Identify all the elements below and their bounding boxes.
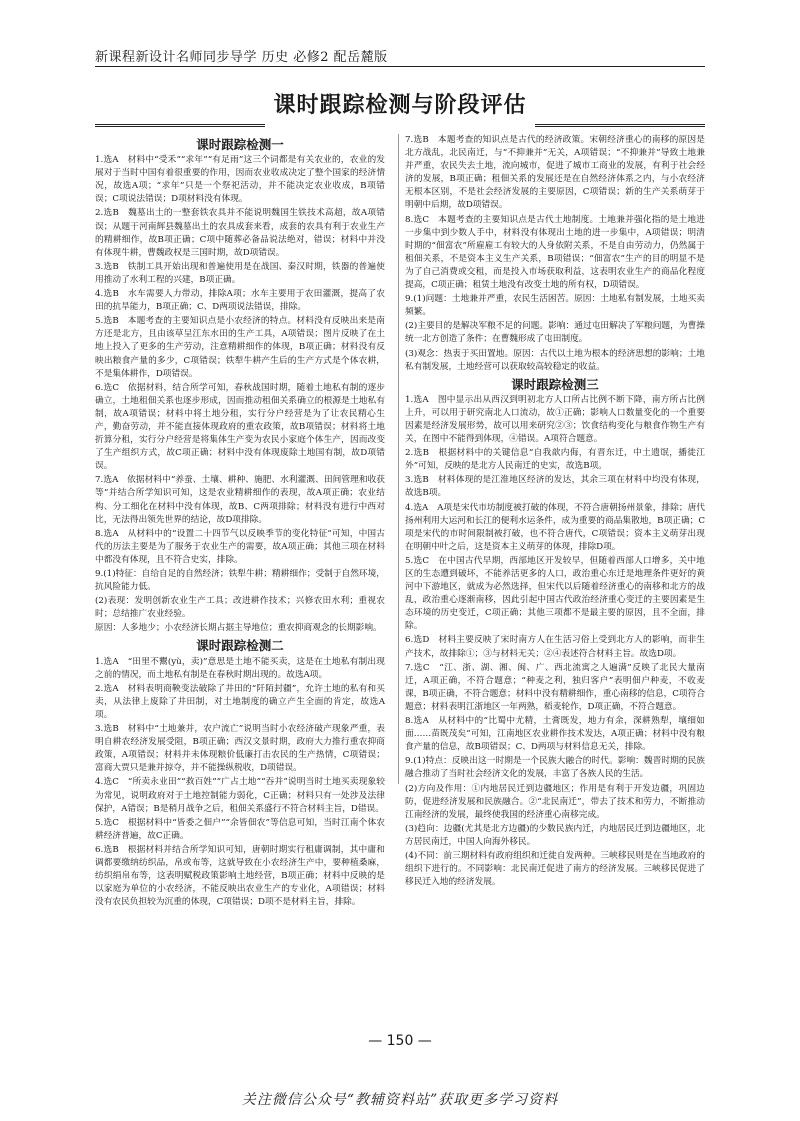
answer-item: 8.选A 从材料中的“比蜀中尤精，土膏既发，地力有余，深耕熟犁，壤细如面……苗既茂矣”可知，江南地区农业耕作技术发达，A项正确；材料中没有粮食产量的信息，故B项错误；C、D两项与材料信息无关，排除。: [405, 716, 705, 753]
answer-item: 2.选A 材料表明商鞅变法破除了井田的“阡陌封疆”，允许土地的私有和买卖，从法律上废除了井田制，对土地制度的确立产生全面的肯定，故选A项。: [95, 683, 385, 720]
answer-item: 1.选A 图中显示出从西汉到明初北方人口所占比例不断下降，南方所占比例上升，可以用于研究南北人口流动，故①正确；影响人口数量变化的一个重要因素是经济发展形势，故可以用来研究②③；饮食结构变化与粮食作物生产有关，在图中不能得到体现，④错误。A项符合题意。: [405, 394, 705, 445]
page-number: — 150 —: [368, 1033, 432, 1049]
answer-item: 6.选D 材料主要反映了宋时南方人在生活习俗上受到北方人的影响，而非生产技术，故排除①；③与材料无关；②④表述符合材料主旨。故选D项。: [405, 635, 705, 659]
answer-item: 3.选B 铁制工具开始出现和普遍使用是在战国、秦汉时期，铁器的普遍使用推动了水利工程的兴建，B项正确。: [95, 261, 385, 285]
section-2-answers-continued: [405, 134, 705, 374]
section-title-2: 课时跟踪检测二: [196, 638, 284, 654]
title-rule-right: [535, 124, 705, 127]
answer-item: (3)观念：热衷于买田置地。原因：古代以土地为根本的经济思想的影响；土地私有制发展，土地经营可以获取较高较稳定的收益。: [405, 348, 705, 372]
answer-item: (2)主要目的是解决军粮不足的问题。影响：通过屯田解决了军粮问题，为曹操统一北方创造了条件；在曹魏形成了屯田制度。: [405, 321, 705, 345]
running-header: 新课程新设计名师同步导学 历史 必修2 配岳麓版: [95, 50, 388, 65]
answer-item: 5.选C 在中国古代早期，西部地区开发较早，但随着西部人口增多，关中地区的生态遭到破坏，不能养活更多的人口，政治重心东迁是地理条件更好的黄河中下游地区，就成为必然选择，但宋代以后随着经济重心的南移和北方的战乱，政治重心逐渐南移，因此引起中国古代政治经济重心变迁的主要因素是生态环境的历史变迁，C项正确；其他三项都不是最主要的原因，且不全面，排除。: [405, 555, 705, 632]
answer-item: 原因：人多地少；小农经济长期占据主导地位；重农抑商观念的长期影响。: [95, 623, 382, 634]
answer-item: 8.选A 从材料中的“设置二十四节气以反映季节的变化特征”可知，中国古代的历法主要是为了服务于农业生产的需要，故A项正确；其他三项在材料中都没有体现，且不符合史实，排除。: [95, 528, 385, 565]
answer-item: 4.选A A项是宋代市坊制度被打破的体现，不符合唐朝扬州景象，排除；唐代扬州利用大运河和长江的便利水运条件，成为重要的商品集散地，B项正确；C项是宋代的市时间限制被打破，也不符合唐代，C项错误；资本主义萌芽出现在明朝中叶之后，这是资本主义萌芽的体现，排除D项。: [405, 502, 705, 552]
answer-item: (2)方向及作用：①内地居民迁到边疆地区；作用是有利于开发边疆，巩固边防，促进经济发展和民族融合。②“北民南迁”，带去了技术和劳力，不断推动江南经济的发展，最终使我国的经济重心南移完成。: [405, 783, 705, 820]
answer-item: 4.选C “所卖永业田”“救百姓”“广占土地”“吞并”说明当时土地买卖现象较为常见，说明政府对于土地控制能力弱化，C正确；材料只有一处涉及法律保护，A错误；B是稍月战争之后，租佃关系盛行不符合材料主旨，D错误。: [95, 777, 385, 814]
answer-item: 4.选B 水车需要人力带动，排除A项；水车主要用于农田灌溉，提高了农田的抗旱能力，B项正确；C、D两项说法错误，排除。: [95, 289, 385, 313]
answer-item: 1.选A 材料中“受禾”“求年”“有足雨”这三个词都是有关农业的，农业的发展对于当时中国有着很重要的作用，因而农业收成决定了整个国家的经济情况，故选A项；“求年”只是一个祭祀活动，并不能决定农业收成，B项错误；C项说法错误；D项材料没有体现。: [95, 155, 385, 205]
answer-item: 9.(1)特点：反映出这一时期是一个民族大融合的时代。影响：魏晋时期的民族融合推动了当时社会经济文化的发展，丰富了各族人民的生活。: [405, 756, 705, 780]
answer-item: 7.选A 依据材料中“养蚕、土壤、耕种、施肥、水利灌溉、田间管理和收获等”并结合所学知识可知，这是农业精耕细作的表现，故A项正确；农业结构、分工细化在材料中没有体现，故B、C两项排除；材料没有进行中西对比，无法得出领先世界的结论，故D项排除。: [95, 475, 385, 525]
answer-item: 3.选B 材料中“土地兼并，农户流亡”说明当时小农经济破产现象严重，表明自耕农经济发展受阻，B项正确；西汉文景时期，政府大力推行重农抑商政策，A项错误；材料并未体现粮价低廉打击农民的生产热情，C项错误；富商大贾只是兼并掠夺，并不能操纵税收，D项错误。: [95, 724, 385, 774]
section-3-answers: [405, 394, 705, 889]
answer-item: (4)不同：前三期材料有政府组织和迁徙自发两种。三峡移民则是在当地政府的组织下进行的。不同影响：北民南迁促进了南方的经济发展。三峡移民促进了移民迁入地的经济发展。: [405, 850, 705, 888]
right-column: [405, 134, 705, 890]
column-divider: [398, 134, 399, 784]
answer-item: 8.选C 本题考查的主要知识点是古代土地制度。土地兼并强化指的是土地进一步集中到少数人手中，材料没有体现出土地的进一步集中，A项错误；明清时期的“佃富农”所雇雇工有较大的人身依附关系，不是自由劳动力，仍然属于租佃关系，不是资本主义生产关系，B项错误；“佃富农”生产的目的明显不是为了自己消费或交租，而是投入市场获取利益，这表明农业生产的商品化程度提高，C项正确；租赁土地没有改变土地的所有权，D项错误。: [405, 214, 705, 291]
answer-item: 9.(1)特征：自给自足的自然经济；铁犁牛耕；精耕细作；受制于自然环境，抗风险能力低。: [95, 569, 385, 593]
answer-item: (3)趋向：边疆(尤其是北方边疆)的少数民族内迁，内地居民迁到边疆地区，北方居民南迁，中国人向海外移民。: [405, 823, 705, 847]
answer-item: 7.选B 本题考查的知识点是古代的经济政策。宋朝经济重心的南移的原因是北方战乱，北民南迁，与“不抑兼并”无关，A项错误；“不抑兼并”导致土地兼并严重，农民失去土地，流向城市，促进了城市工商业的发展，有利于社会经济的发展，B项正确；租佃关系的发展还是在自然经济体系之内，与小农经济无根本区别，不是社会经济发展的主要原因，C项错误；新的生产关系萌芽于明朝中后期，故D项错误。: [405, 135, 705, 211]
left-column: [95, 134, 385, 910]
answer-item: 6.选B 根据材料并结合所学知识可知，唐朝时期实行租庸调制，其中庸和调都要缴纳纺织品，帛或布等，这就导致在小农经济生产中，要种植桑麻，纺织绢帛布等，这表明赋税政策影响土地经营，B项正确；材料中反映的是以家庭为单位的小农经济，不能反映出农业生产的专业化，A项错误；材料没有农民负担较为沉重的体现，C项错误；D项不是材料主旨，排除。: [95, 844, 385, 908]
header-rule: [95, 66, 705, 67]
answer-item: 5.选B 本题考查的主要知识点是小农经济的特点。材料没有反映出来是南方还是北方，且由该草呈江东水田的生产工具，A项错误；图片反映了在土地上投入了更多的生产劳动，注意精耕细作的体现，B项正确；材料没有反映出粮食产量的多少，C项错误；铁犁牛耕产生后的生产方式是个体农耕，不是集体耕作，D项错误。: [95, 316, 385, 379]
title-rule-left: [95, 124, 265, 127]
answer-item: 7.选C “江、浙、湖、湘、闽、广、西北流寓之人遍满”反映了北民大量南迁，A项正确，不符合题意；“种麦之利，独归客户”表明佃户种麦，不收麦课，B项正确，不符合题意；材料中没有精耕细作，重心南移的信息，C项符合题意；材料表明江浙地区一年两熟，稻麦轮作，D项正确，不符合题意。: [405, 662, 705, 712]
footer-note: 关注微信公众号“教辅资料站”获取更多学习资料: [241, 1092, 559, 1108]
section-title-3: 课时跟踪检测三: [511, 376, 599, 392]
page-title: 课时跟踪检测与阶段评估: [273, 93, 527, 118]
section-1-answers: [95, 154, 385, 635]
answer-item: (2)表现：发明创新农业生产工具；改进耕作技术；兴修农田水利；重视农时；总结推广农业经验。: [95, 596, 385, 620]
answer-item: 2.选B 根据材料中的关键信息“自我歆内侮，有晋东迁，中土遗氓，播徙江外”可知，反映的是北方人民南迁的史实，故选B项。: [405, 448, 705, 472]
answer-item: 1.选A “田里不鬻(yù，卖)”意思是土地不能买卖，这是在土地私有制出现之前的情况，而土地私有制是在春秋时期出现的。故选A项。: [95, 656, 385, 680]
answer-item: 9.(1)问题：土地兼并严重，农民生活困苦。原因：土地私有制发展，土地买卖频繁。: [405, 294, 705, 318]
answer-item: 3.选B 材料体现的是江淮地区经济的发达，其余三项在材料中均没有体现，故选B项。: [405, 475, 705, 499]
answer-item: 2.选B 魏墓出土的一整套铁农具并不能说明魏国生铁技术高超，故A项错误；从题干河南辉县魏墓出土的农具成套来看，成套的农具有利于农业生产的精耕细作，故B项正确；C项中随葬必备品说法绝对，错误；材料中并没有体现牛耕，曹魏政权是三国时期，故D项错误。: [95, 208, 385, 258]
section-title-1: 课时跟踪检测一: [196, 137, 284, 152]
answer-item: 6.选C 依据材料，结合所学可知，春秋战国时期，随着土地私有制的逐步确立，土地租佃关系也逐步形成，因而推动租佃关系确立的根源是土地私有制，故A项错误；材料中将土地分租，实行分户经营是为了让农民精心生产，勤奋劳动，并不能直接体现政府的重农政策，故B项错误；材料将土地折算分租，实行分户经营是将集体生产变为农民小家庭个体生产，因而改变了生产组织方式，故C项正确；材料中没有体现废除土地国有制，故D项错误。: [95, 382, 385, 472]
section-2-answers: [95, 656, 385, 910]
answer-item: 5.选C 根据材料中“皆委之佃户”“余皆佃农”等信息可知，当时江南个体农耕经济普遍，故C正确。: [95, 817, 385, 841]
